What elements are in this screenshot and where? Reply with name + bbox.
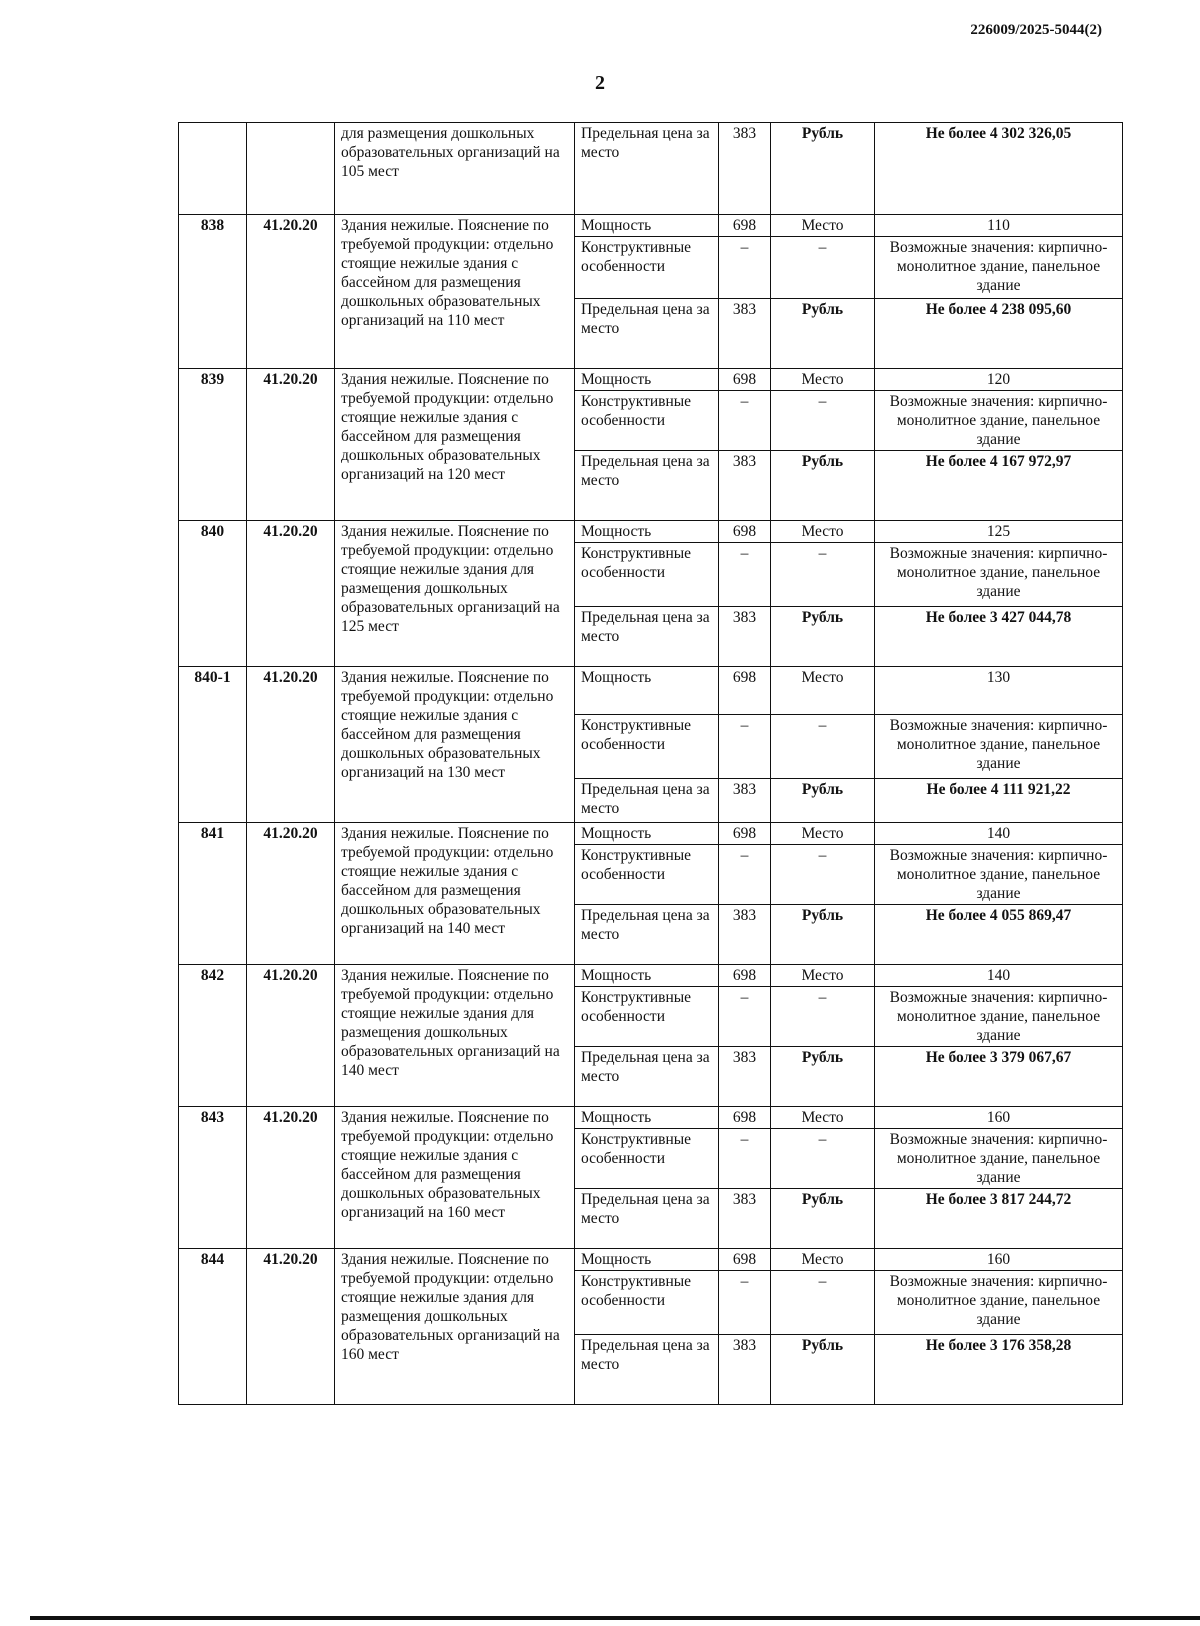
cell-characteristic: Предельная цена за место — [575, 905, 719, 965]
footer-rule — [30, 1616, 1200, 1620]
cell-unit: – — [771, 237, 875, 299]
cell-unit: Место — [771, 521, 875, 543]
cell-characteristic: Предельная цена за место — [575, 299, 719, 369]
cell-value: Не более 4 055 869,47 — [875, 905, 1123, 965]
cell-value: Возможные значения: кирпично-монолитное здание, панельное здание — [875, 1271, 1123, 1335]
cell-characteristic: Мощность — [575, 369, 719, 391]
cell-value: Возможные значения: кирпично-монолитное здание, панельное здание — [875, 391, 1123, 451]
specification-table — [178, 122, 1123, 1405]
cell-characteristic: Предельная цена за место — [575, 451, 719, 521]
cell-unit: Место — [771, 215, 875, 237]
cell-okei: – — [719, 1271, 771, 1335]
cell-characteristic: Мощность — [575, 521, 719, 543]
cell-code: 41.20.20 — [247, 369, 335, 521]
cell-description: для размещения дошкольных образовательных организаций на 105 мест — [335, 123, 575, 215]
cell-value: Возможные значения: кирпично-монолитное здание, панельное здание — [875, 845, 1123, 905]
cell-okei: – — [719, 543, 771, 607]
cell-okei: 383 — [719, 607, 771, 667]
cell-code: 41.20.20 — [247, 215, 335, 369]
cell-value: 160 — [875, 1249, 1123, 1271]
cell-unit: Место — [771, 1249, 875, 1271]
cell-characteristic: Предельная цена за место — [575, 1335, 719, 1405]
cell-unit: – — [771, 391, 875, 451]
cell-okei: 383 — [719, 779, 771, 823]
cell-unit: Место — [771, 667, 875, 715]
cell-unit: Рубль — [771, 779, 875, 823]
cell-unit: Рубль — [771, 123, 875, 215]
cell-unit: Рубль — [771, 451, 875, 521]
cell-okei: 698 — [719, 521, 771, 543]
cell-value: 130 — [875, 667, 1123, 715]
cell-description: Здания нежилые. Пояснение по требуемой продукции: отдельно стоящие нежилые здания с бассейном для размещения дошкольных образовательных организаций на 130 мест — [335, 667, 575, 823]
cell-number: 839 — [179, 369, 247, 521]
cell-number: 844 — [179, 1249, 247, 1405]
cell-characteristic: Предельная цена за место — [575, 1189, 719, 1249]
cell-okei: 383 — [719, 905, 771, 965]
cell-value: Возможные значения: кирпично-монолитное здание, панельное здание — [875, 987, 1123, 1047]
cell-characteristic: Предельная цена за место — [575, 1047, 719, 1107]
cell-okei: 383 — [719, 1335, 771, 1405]
cell-unit: – — [771, 845, 875, 905]
table-row — [179, 965, 1123, 987]
cell-value: Не более 3 379 067,67 — [875, 1047, 1123, 1107]
cell-okei: 698 — [719, 215, 771, 237]
cell-okei: – — [719, 845, 771, 905]
cell-unit: – — [771, 1129, 875, 1189]
cell-unit: Рубль — [771, 905, 875, 965]
cell-number — [179, 123, 247, 215]
cell-characteristic: Предельная цена за место — [575, 123, 719, 215]
cell-value: 125 — [875, 521, 1123, 543]
cell-description: Здания нежилые. Пояснение по требуемой продукции: отдельно стоящие нежилые здания для размещения дошкольных образовательных организаций на 160 мест — [335, 1249, 575, 1405]
table-row — [179, 1107, 1123, 1129]
cell-characteristic: Конструктивные особенности — [575, 543, 719, 607]
cell-number: 842 — [179, 965, 247, 1107]
cell-number: 843 — [179, 1107, 247, 1249]
cell-code: 41.20.20 — [247, 965, 335, 1107]
cell-characteristic: Конструктивные особенности — [575, 237, 719, 299]
cell-okei: 698 — [719, 667, 771, 715]
cell-value: Не более 3 176 358,28 — [875, 1335, 1123, 1405]
table-row — [179, 215, 1123, 237]
cell-characteristic: Мощность — [575, 965, 719, 987]
cell-characteristic: Мощность — [575, 823, 719, 845]
cell-okei: 698 — [719, 1249, 771, 1271]
cell-characteristic: Конструктивные особенности — [575, 845, 719, 905]
cell-value: Возможные значения: кирпично-монолитное здание, панельное здание — [875, 237, 1123, 299]
cell-unit: Место — [771, 823, 875, 845]
cell-unit: Место — [771, 369, 875, 391]
table-row — [179, 823, 1123, 845]
cell-value: Не более 4 111 921,22 — [875, 779, 1123, 823]
table-row-continuation — [179, 123, 1123, 215]
page-number: 2 — [595, 72, 605, 94]
cell-characteristic: Конструктивные особенности — [575, 987, 719, 1047]
cell-unit: – — [771, 543, 875, 607]
cell-unit: Рубль — [771, 1047, 875, 1107]
cell-okei: – — [719, 987, 771, 1047]
cell-value: 140 — [875, 823, 1123, 845]
cell-characteristic: Мощность — [575, 1249, 719, 1271]
cell-unit: Рубль — [771, 1335, 875, 1405]
cell-okei: 698 — [719, 965, 771, 987]
table-row — [179, 521, 1123, 543]
cell-okei: 383 — [719, 451, 771, 521]
cell-value: Возможные значения: кирпично-монолитное здание, панельное здание — [875, 715, 1123, 779]
cell-okei: 383 — [719, 299, 771, 369]
cell-okei: 698 — [719, 369, 771, 391]
cell-value: Возможные значения: кирпично-монолитное здание, панельное здание — [875, 543, 1123, 607]
cell-description: Здания нежилые. Пояснение по требуемой продукции: отдельно стоящие нежилые здания для размещения дошкольных образовательных организаций на 140 мест — [335, 965, 575, 1107]
cell-unit: Рубль — [771, 1189, 875, 1249]
cell-code: 41.20.20 — [247, 1249, 335, 1405]
cell-code — [247, 123, 335, 215]
cell-description: Здания нежилые. Пояснение по требуемой продукции: отдельно стоящие нежилые здания с бассейном для размещения дошкольных образовательных организаций на 160 мест — [335, 1107, 575, 1249]
document-number: 226009/2025-5044(2) — [970, 22, 1102, 38]
cell-okei: 383 — [719, 1189, 771, 1249]
cell-number: 841 — [179, 823, 247, 965]
cell-unit: Место — [771, 1107, 875, 1129]
cell-okei: – — [719, 391, 771, 451]
cell-unit: – — [771, 1271, 875, 1335]
cell-value: 160 — [875, 1107, 1123, 1129]
cell-value: 110 — [875, 215, 1123, 237]
cell-unit: Рубль — [771, 607, 875, 667]
cell-unit: Место — [771, 965, 875, 987]
cell-characteristic: Конструктивные особенности — [575, 1271, 719, 1335]
cell-okei: 383 — [719, 123, 771, 215]
cell-code: 41.20.20 — [247, 667, 335, 823]
specification-table-body — [179, 123, 1123, 1405]
table-row — [179, 369, 1123, 391]
cell-characteristic: Мощность — [575, 1107, 719, 1129]
cell-okei: 698 — [719, 823, 771, 845]
cell-value: Возможные значения: кирпично-монолитное здание, панельное здание — [875, 1129, 1123, 1189]
cell-number: 840-1 — [179, 667, 247, 823]
cell-number: 840 — [179, 521, 247, 667]
cell-okei: 383 — [719, 1047, 771, 1107]
cell-unit: – — [771, 715, 875, 779]
cell-unit: – — [771, 987, 875, 1047]
cell-value: 120 — [875, 369, 1123, 391]
cell-value: Не более 3 427 044,78 — [875, 607, 1123, 667]
cell-characteristic: Предельная цена за место — [575, 779, 719, 823]
table-row — [179, 667, 1123, 715]
cell-code: 41.20.20 — [247, 823, 335, 965]
cell-characteristic: Конструктивные особенности — [575, 715, 719, 779]
cell-value: 140 — [875, 965, 1123, 987]
cell-characteristic: Предельная цена за место — [575, 607, 719, 667]
cell-unit: Рубль — [771, 299, 875, 369]
cell-value: Не более 4 302 326,05 — [875, 123, 1123, 215]
cell-code: 41.20.20 — [247, 1107, 335, 1249]
table-row — [179, 1249, 1123, 1271]
cell-code: 41.20.20 — [247, 521, 335, 667]
cell-okei: 698 — [719, 1107, 771, 1129]
cell-characteristic: Конструктивные особенности — [575, 1129, 719, 1189]
cell-value: Не более 4 167 972,97 — [875, 451, 1123, 521]
cell-okei: – — [719, 1129, 771, 1189]
cell-number: 838 — [179, 215, 247, 369]
cell-okei: – — [719, 715, 771, 779]
cell-characteristic: Мощность — [575, 667, 719, 715]
cell-description: Здания нежилые. Пояснение по требуемой продукции: отдельно стоящие нежилые здания с бассейном для размещения дошкольных образовательных организаций на 110 мест — [335, 215, 575, 369]
cell-characteristic: Конструктивные особенности — [575, 391, 719, 451]
cell-value: Не более 4 238 095,60 — [875, 299, 1123, 369]
cell-characteristic: Мощность — [575, 215, 719, 237]
cell-description: Здания нежилые. Пояснение по требуемой продукции: отдельно стоящие нежилые здания для размещения дошкольных образовательных организаций на 125 мест — [335, 521, 575, 667]
cell-okei: – — [719, 237, 771, 299]
cell-description: Здания нежилые. Пояснение по требуемой продукции: отдельно стоящие нежилые здания с бассейном для размещения дошкольных образовательных организаций на 120 мест — [335, 369, 575, 521]
cell-description: Здания нежилые. Пояснение по требуемой продукции: отдельно стоящие нежилые здания с бассейном для размещения дошкольных образовательных организаций на 140 мест — [335, 823, 575, 965]
cell-value: Не более 3 817 244,72 — [875, 1189, 1123, 1249]
